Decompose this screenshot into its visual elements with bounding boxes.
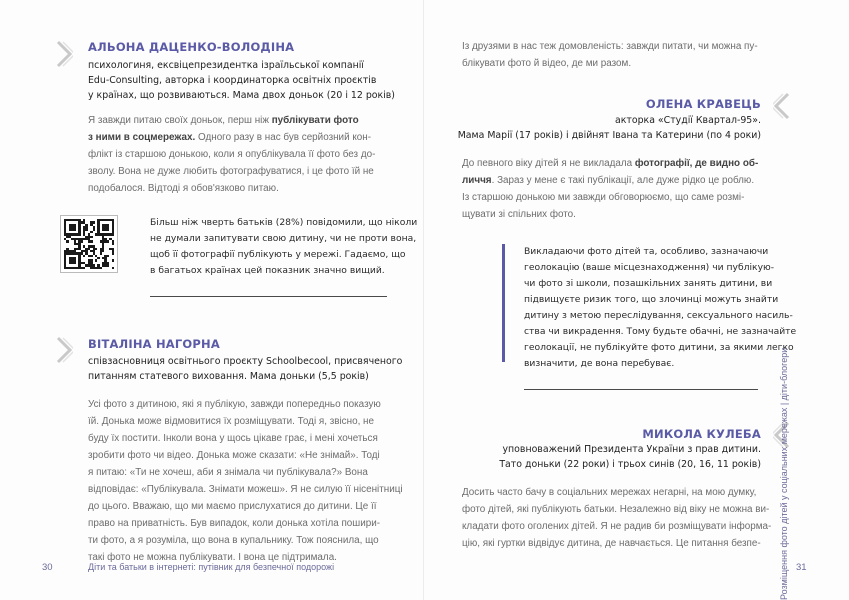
section-side-title: Розміщення фото дітей у соціальних мережах | діти-блогери	[779, 347, 789, 600]
warning-callout: Викладаючи фото дітей та, особливо, зазначаючи геолокацію (ваше місцезнаходження) чи публікую- чи фото зі школи, позашкільних занять дитини, ви підвищуєте ризик того, що злочинці можуть знайти дитину з метою переслідування, сексуального насиль- ства чи викрадення. Тому будьте обачні, не зазначайте геолокації, не публікуйте фото дитини, за якими легко визначити, де вона перебуває.	[524, 246, 797, 369]
quote-paragraph: До певного віку дітей я не викладала фотографії, де видно об- личчя. Зараз у мене є такі публікації, але дуже рідко це роблю. Із старшою донькою ми завжди обговорюємо, що саме розмі- щувати зі спільних фото.	[462, 158, 759, 220]
info-callout: Більш ніж чверть батьків (28%) повідомили, що ніколи не думали запитувати свою дитину, чи не проти вона, щоб її фотографії публікують у мережі. Гадаємо, що в багатьох країнах цей показник значно вищий.	[150, 217, 418, 276]
quote-paragraph: Усі фото з дитиною, які я публікую, завжди попередньо показую їй. Донька може відмовитися їх розміщувати. Тоді я, звісно, не буду їх постити. Інколи вона у щось цікаве грає, і мені хочеться зробити фото чи відео. Донька може сказати: «Не знімай». Тоді я питаю: «Ти не хочеш, аби я знімала чи публікувала?» Вона відповідає: «Публікувала. Знімати можеш». Я не силую її нісенітниці до цього. Вважаю, що ми маємо прислухатися до дитини. Це її право на приватність. Був випадок, коли донька хотіла пошири- ти фото, а я розуміла, що вона в купальнику. Тож пояснила, що такі фото не можна публікувати. І вона це підтримала.	[88, 399, 403, 563]
page-number: 31	[796, 562, 807, 573]
footer-title: Діти та батьки в інтернеті: путівник для безпечної подорожі	[88, 562, 335, 572]
person-name: МИКОЛА КУЛЕБА	[642, 427, 761, 441]
divider	[150, 296, 387, 297]
left-page	[0, 0, 424, 600]
person-name: ОЛЕНА КРАВЕЦЬ	[645, 97, 761, 111]
quote-paragraph: Я завжди питаю своїх доньок, перш ніж публікувати фото з ними в соцмережах. Одного разу в нас був серйозний кон- флікт із старшою донькою, коли я опублікувала її фото без до- зволу. Вона не дуже любить фотографуватися, і це фото їй не подобалося. Відтоді я обов'язково питаю.	[88, 115, 376, 194]
qr-code-icon[interactable]	[60, 215, 118, 273]
page-number: 30	[42, 562, 53, 573]
person-name: ВІТАЛІНА НАГОРНА	[88, 337, 220, 351]
quote-paragraph: Із друзями в нас теж домовленість: завжди питати, чи можна пу- блікувати фото й відео, де ми разом.	[462, 41, 758, 69]
chevron-left-icon	[773, 92, 791, 120]
person-bio: уповноважений Президента України з прав дитини. Тато доньки (22 роки) і трьох синів (20, 16, 11 років)	[499, 444, 761, 470]
chevron-right-icon	[55, 336, 73, 364]
person-name: АЛЬОНА ДАЦЕНКО-ВОЛОДІНА	[88, 40, 295, 54]
person-bio: співзасновниця освітнього проєкту Schoolbecool, присвяченого питанням статевого виховання. Мама доньки (5,5 років)	[88, 356, 403, 382]
quote-paragraph: Досить часто бачу в соціальних мережах негарні, на мою думку, фото дітей, які публікують батьки. Незалежно від віку не можна ви- кладати фото оголених дітей. Я не радив би розміщувати інформа- цію, які гуртки відвідує дитина, де навчається. Це питання безпе-	[462, 487, 772, 549]
divider	[524, 389, 758, 390]
callout-accent-bar	[502, 244, 505, 362]
person-bio: психологиня, ексвіцепрезидентка ізраїльської компанії Edu-Consulting, авторка і координаторка освітніх проєктів у країнах, що розвиваються. Мама двох доньок (20 і 12 років)	[88, 60, 395, 101]
chevron-right-icon	[55, 40, 73, 68]
person-bio: акторка «Студії Квартал-95». Мама Марії (17 років) і двійнят Івана та Катерини (по 4 роки)	[457, 115, 761, 141]
